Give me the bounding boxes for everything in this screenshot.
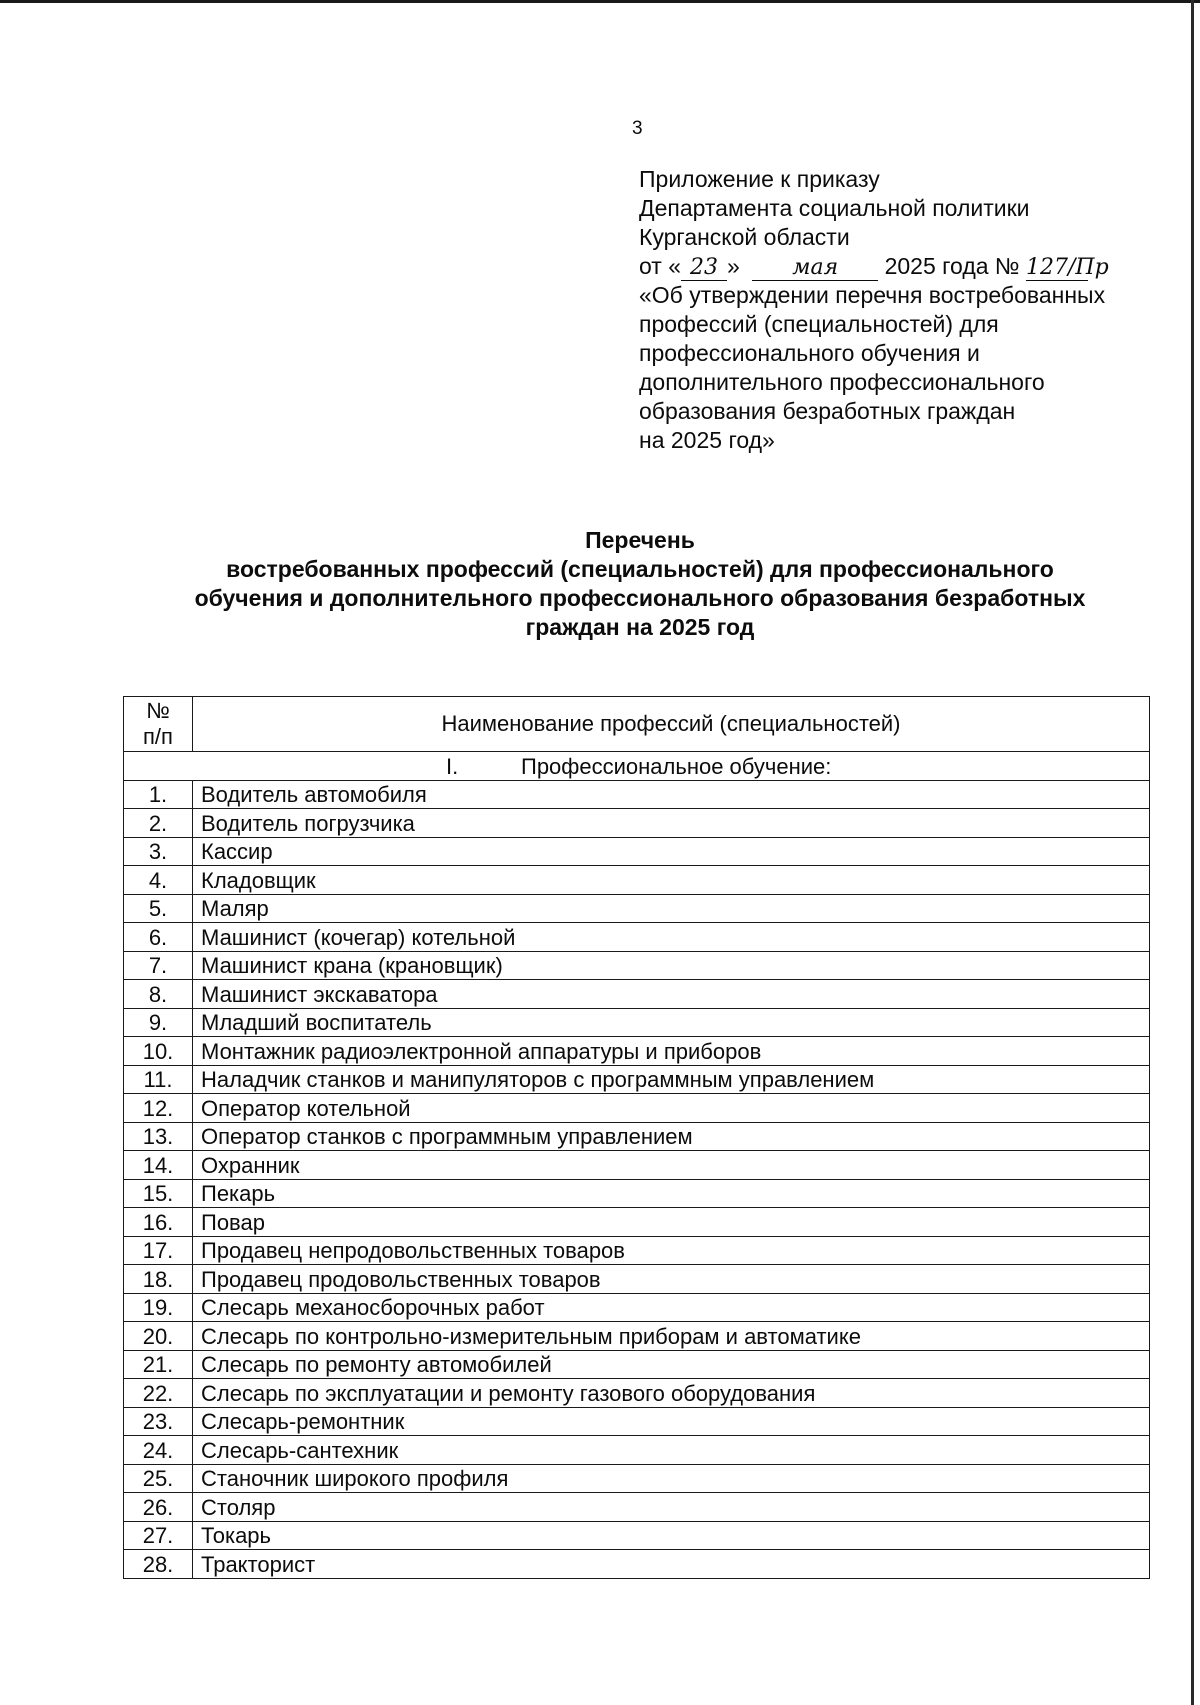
profession-name: Наладчик станков и манипуляторов с программным управлением [193,1065,1150,1094]
profession-name: Станочник широкого профиля [193,1464,1150,1493]
row-number: 9. [124,1008,193,1037]
table-row [124,1008,1150,1037]
row-number: 4. [124,866,193,895]
table-row [124,1407,1150,1436]
profession-name: Маляр [193,894,1150,923]
row-number: 8. [124,980,193,1009]
table-row [124,780,1150,809]
table-row [124,837,1150,866]
table-row [124,1350,1150,1379]
table-row [124,809,1150,838]
table-body [124,752,1150,1579]
profession-name: Слесарь механосборочных работ [193,1293,1150,1322]
table-row [124,1265,1150,1294]
page-number: 3 [632,118,643,139]
profession-name: Повар [193,1208,1150,1237]
table-row [124,1293,1150,1322]
row-number: 12. [124,1094,193,1123]
row-number: 26. [124,1493,193,1522]
table-header-row [124,697,1150,752]
table-row [124,1236,1150,1265]
row-number: 16. [124,1208,193,1237]
row-number: 22. [124,1379,193,1408]
table-row [124,980,1150,1009]
table-row [124,1521,1150,1550]
row-number: 11. [124,1065,193,1094]
scan-edge-right [1191,0,1194,1705]
table-row [124,1379,1150,1408]
table-row [124,1122,1150,1151]
subject-line: профессионального обучения и [639,340,980,366]
profession-name: Слесарь по эксплуатации и ремонту газового оборудования [193,1379,1150,1408]
profession-name: Пекарь [193,1179,1150,1208]
subject-line: дополнительного профессионального [639,369,1045,395]
appendix-line: Приложение к приказу [639,166,880,192]
header-name: Наименование профессий (специальностей) [193,697,1150,752]
profession-name: Столяр [193,1493,1150,1522]
profession-name: Кладовщик [193,866,1150,895]
table-row [124,1094,1150,1123]
profession-name: Кассир [193,837,1150,866]
table-row [124,951,1150,980]
table-row [124,1065,1150,1094]
row-number: 28. [124,1550,193,1579]
table-row [124,866,1150,895]
table-row [124,1208,1150,1237]
header-number-line: п/п [143,724,173,749]
appendix-block [639,165,1159,455]
profession-name: Водитель автомобиля [193,780,1150,809]
appendix-line: Департамента социальной политики [639,195,1030,221]
profession-name: Водитель погрузчика [193,809,1150,838]
header-number [124,697,193,752]
title-line: Перечень [585,527,695,553]
profession-name: Продавец непродовольственных товаров [193,1236,1150,1265]
table-row [124,1550,1150,1579]
profession-name: Продавец продовольственных товаров [193,1265,1150,1294]
row-number: 19. [124,1293,193,1322]
row-number: 14. [124,1151,193,1180]
section-heading [124,752,1150,781]
scan-edge-top [0,0,1200,3]
table-row [124,1493,1150,1522]
table-row [124,923,1150,952]
profession-name: Младший воспитатель [193,1008,1150,1037]
title-line: граждан на 2025 год [525,614,755,640]
profession-name: Охранник [193,1151,1150,1180]
profession-name: Слесарь-сантехник [193,1436,1150,1465]
row-number: 20. [124,1322,193,1351]
row-number: 5. [124,894,193,923]
profession-name: Оператор котельной [193,1094,1150,1123]
row-number: 15. [124,1179,193,1208]
row-number: 3. [124,837,193,866]
profession-name: Машинист экскаватора [193,980,1150,1009]
handwritten-order-number: 127/Пр [1026,255,1109,280]
date-prefix: от « [639,253,682,279]
profession-name: Машинист крана (крановщик) [193,951,1150,980]
row-number: 18. [124,1265,193,1294]
subject-line: профессий (специальностей) для [639,311,999,337]
appendix-line: Курганской области [639,224,850,250]
date-year: 2025 года № [884,253,1020,279]
profession-name: Слесарь по ремонту автомобилей [193,1350,1150,1379]
table-row [124,1151,1150,1180]
title-line: востребованных профессий (специальностей) для профессионального [226,556,1054,582]
handwritten-month: мая [752,256,878,281]
profession-name: Токарь [193,1521,1150,1550]
title-line: обучения и дополнительного профессионального образования безработных [194,585,1086,611]
row-number: 2. [124,809,193,838]
subject-line: на 2025 год» [639,427,775,453]
table-row [124,1436,1150,1465]
row-number: 24. [124,1436,193,1465]
professions-table [123,696,1150,1579]
row-number: 1. [124,780,193,809]
section-row [124,752,1150,781]
row-number: 6. [124,923,193,952]
row-number: 27. [124,1521,193,1550]
row-number: 25. [124,1464,193,1493]
date-quote-close: » [727,253,740,279]
section-number: I. [446,753,459,779]
row-number: 13. [124,1122,193,1151]
subject-line: «Об утверждении перечня востребованных [639,282,1106,308]
profession-name: Слесарь по контрольно-измерительным приборам и автоматике [193,1322,1150,1351]
table-row [124,894,1150,923]
profession-name: Слесарь-ремонтник [193,1407,1150,1436]
row-number: 17. [124,1236,193,1265]
row-number: 23. [124,1407,193,1436]
handwritten-day: 23 [681,256,727,281]
document-title [110,526,1170,642]
subject-line: образования безработных граждан [639,398,1016,424]
order-date-line [639,252,1159,281]
header-number-line: № [146,698,170,723]
section-title: Профессиональное обучение: [521,753,832,779]
profession-name: Оператор станков с программным управлением [193,1122,1150,1151]
profession-name: Машинист (кочегар) котельной [193,923,1150,952]
table-row [124,1179,1150,1208]
profession-name: Тракторист [193,1550,1150,1579]
row-number: 21. [124,1350,193,1379]
row-number: 10. [124,1037,193,1066]
table-row [124,1037,1150,1066]
table-row [124,1464,1150,1493]
profession-name: Монтажник радиоэлектронной аппаратуры и приборов [193,1037,1150,1066]
row-number: 7. [124,951,193,980]
table-row [124,1322,1150,1351]
